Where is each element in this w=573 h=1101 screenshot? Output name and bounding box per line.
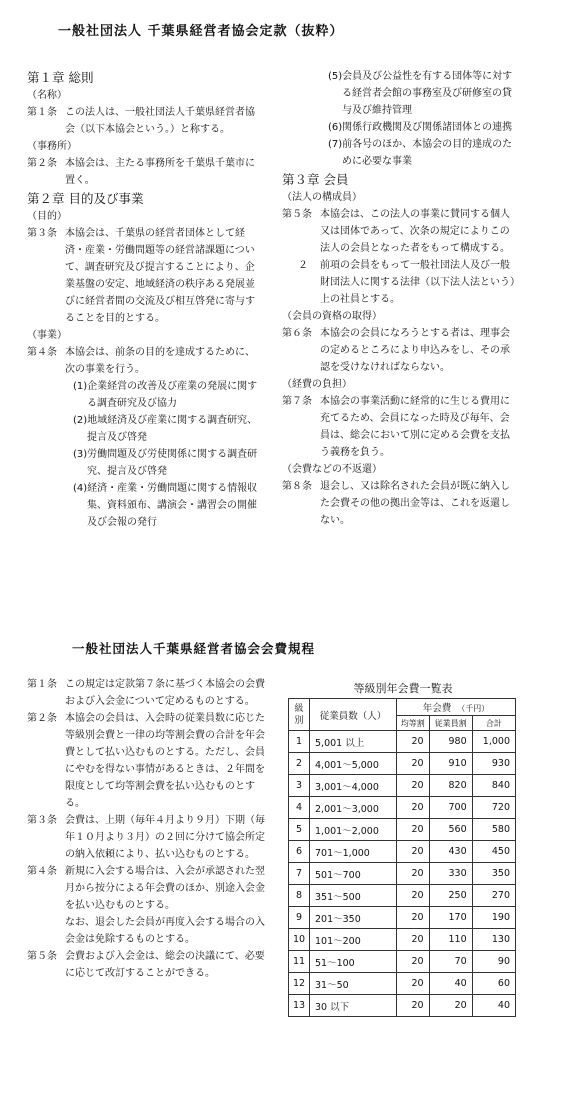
article-item: (6)関係行政機関及び関係諸団体との連携 (328, 122, 513, 133)
article-item: (1)企業経営の改善及び産業の発展に関する調査研究及び協力 (73, 381, 258, 409)
table-cell: 40 (429, 973, 472, 995)
table-cell: 270 (472, 885, 515, 907)
chapter-heading: 第２章 目的及び事業 (27, 191, 144, 206)
section-caption: （事業） (27, 330, 67, 341)
table-cell: 910 (429, 753, 472, 775)
table-cell: 5,001 以上 (310, 731, 397, 753)
table-cell: 2 (289, 753, 310, 775)
article (27, 948, 267, 982)
table-cell: 20 (397, 995, 430, 1017)
table-cell: 501～700 (310, 863, 397, 885)
table-cell: 201～350 (310, 907, 397, 929)
table-cell: 4 (289, 797, 310, 819)
articles-right-column (282, 68, 518, 529)
table-cell: 60 (472, 973, 515, 995)
article-paragraph (282, 257, 518, 308)
article-label: ２ (298, 260, 308, 271)
article-label: 第４条 (27, 347, 57, 358)
article-text: この法人は、一般社団法人千葉県経営者協会（以下本協会という。）と称する。 (65, 107, 255, 135)
article-text: 退会し、又は除名された会員が既に納入した会費その他の拠出金等は、これを返還しない。 (320, 481, 510, 526)
article (27, 676, 267, 710)
article (27, 344, 259, 378)
article-text: 新規に入会する場合は、入会が承認された翌月から按分による年会費のほか、別途入会金を払い込むものとする。 (65, 866, 265, 911)
table-row (289, 951, 516, 973)
table-cell: 170 (429, 907, 472, 929)
article-text: 前項の会員をもって一般社団法人及び一般財団法人に関する法律（以下法人法という）上の社員とする。 (320, 260, 515, 305)
section-caption: （経費の負担） (282, 379, 352, 390)
table-cell: 1,000 (472, 731, 515, 753)
article-text: この規定は定款第７条に基づく本協会の会費および入会金について定めるものとする。 (65, 679, 265, 707)
table-cell: 2,001～3,000 (310, 797, 397, 819)
table-cell: 130 (472, 929, 515, 951)
article-item: (4)経済・産業・労働問題に関する情報収集、資料頒布、講演会・講習会の開催及び会報の発行 (73, 483, 258, 528)
table-cell: 840 (472, 775, 515, 797)
table-cell: 1,001～2,000 (310, 819, 397, 841)
table-cell: 110 (429, 929, 472, 951)
table-cell: 190 (472, 907, 515, 929)
article (27, 104, 259, 138)
table-cell: 20 (397, 841, 430, 863)
article-label: 第２条 (27, 158, 57, 169)
table-cell: 20 (397, 973, 430, 995)
article (27, 155, 259, 189)
table-row (289, 863, 516, 885)
table-cell: 350 (472, 863, 515, 885)
article (282, 393, 518, 461)
table-cell: 8 (289, 885, 310, 907)
table-cell: 20 (397, 885, 430, 907)
table-cell: 20 (397, 907, 430, 929)
table-cell: 930 (472, 753, 515, 775)
table-row (289, 797, 516, 819)
article (27, 812, 267, 863)
article-text: 本協会の事業活動に経常的に生じる費用に充てるため、会員になった時及び毎年、会員は、総会において別に定める会費を支払う義務を負う。 (320, 396, 510, 458)
table-row (289, 995, 516, 1017)
article-text: 本協会は、主たる事務所を千葉県千葉市に置く。 (65, 158, 255, 186)
article-label: 第５条 (27, 951, 57, 962)
article-text: 会費および入会金は、総会の決議にて、必要に応じて改訂することができる。 (65, 951, 265, 979)
table-row (289, 841, 516, 863)
table-cell: 351～500 (310, 885, 397, 907)
table-row (289, 973, 516, 995)
table-row (289, 885, 516, 907)
table-cell: 430 (429, 841, 472, 863)
article-text: 会費は、上期（毎年４月より９月）下期（毎年１０月より３月）の２回に分けて協会所定の納入依頼により、払い込むものとする。 (65, 815, 265, 860)
table-cell: 4,001～5,000 (310, 753, 397, 775)
table-cell: 90 (472, 951, 515, 973)
table-cell: 701～1,000 (310, 841, 397, 863)
grade-header: 級別 (289, 699, 310, 731)
chapter-heading: 第３章 会員 (282, 172, 349, 187)
table-cell: 980 (429, 731, 472, 753)
table-cell: 20 (397, 775, 430, 797)
section-caption: （法人の構成員） (282, 192, 362, 203)
article (27, 863, 267, 914)
section-caption: （目的） (27, 211, 67, 222)
table-cell: 5 (289, 819, 310, 841)
fee-header: 年会費 （千円） (397, 699, 516, 716)
article (282, 478, 518, 529)
article-label: 第１条 (27, 107, 57, 118)
fee-rules-column (27, 676, 267, 982)
article-item: (7)前各号のほか、本協会の目的達成のために必要な事業 (328, 139, 513, 167)
article-item: (3)労働問題及び労使関係に関する調査研究、提言及び啓発 (73, 449, 258, 477)
table-cell: 11 (289, 951, 310, 973)
table-cell: 20 (397, 951, 430, 973)
article-label: 第５条 (282, 209, 312, 220)
article-text: 本協会は、千葉県の経営者団体として経済・産業・労働問題等の経営諸課題について、調査研究及び提言することにより、企業基盤の安定、地域経済の秩序ある発展並びに経営者間の交流及び相互啓発に寄与することを目的とする。 (65, 228, 255, 324)
article (27, 710, 267, 812)
table-cell: 720 (472, 797, 515, 819)
article-label: 第７条 (282, 396, 312, 407)
table-cell: 70 (429, 951, 472, 973)
table-cell: 12 (289, 973, 310, 995)
table-cell: 330 (429, 863, 472, 885)
section-caption: （事務所） (27, 141, 77, 152)
table-cell: 101～200 (310, 929, 397, 951)
table-cell: 560 (429, 819, 472, 841)
article-text: 本協会は、前条の目的を達成するために、次の事業を行う。 (65, 347, 255, 375)
table-cell: 20 (429, 995, 472, 1017)
article-text: 本協会の会員は、入会時の従業員数に応じた等級別会費と一律の均等割会費の合計を年会費として払い込むものとする。ただし、会員にやむを得ない事情があるときは、２年間を限度として均等割会費を払い込むものとする。 (65, 713, 265, 809)
table-row (289, 775, 516, 797)
articles-left-column (27, 68, 259, 531)
article-label: 第３条 (27, 228, 57, 239)
article-label: 第１条 (27, 679, 57, 690)
article-text: 本協会の会員になろうとする者は、理事会の定めるところにより申込みをし、その承認を受けなければならない。 (320, 328, 510, 373)
table-cell: 31～50 (310, 973, 397, 995)
table-cell: 7 (289, 863, 310, 885)
table-row (289, 929, 516, 951)
article-continuation: なお、退会した会員が再度入会する場合の入会金は免除するものとする。 (65, 917, 265, 945)
table-cell: 51～100 (310, 951, 397, 973)
table-cell: 450 (472, 841, 515, 863)
article-text: 本協会は、この法人の事業に賛同する個人又は団体であって、次条の規定によりこの法人の会員となった者をもって構成する。 (320, 209, 510, 254)
table-cell: 6 (289, 841, 310, 863)
article-label: 第４条 (27, 866, 57, 877)
equal-share-header: 均等割 (397, 716, 430, 731)
article (27, 225, 259, 327)
table-cell: 20 (397, 797, 430, 819)
table-cell: 10 (289, 929, 310, 951)
article-label: 第６条 (282, 328, 312, 339)
section-caption: （名称） (27, 90, 67, 101)
table-cell: 20 (397, 731, 430, 753)
table-cell: 250 (429, 885, 472, 907)
articles-title: 一般社団法人 千葉県経営者協会定款（抜粋） (58, 24, 344, 39)
article-label: 第２条 (27, 713, 57, 724)
table-cell: 1 (289, 731, 310, 753)
table-row (289, 819, 516, 841)
article-label: 第８条 (282, 481, 312, 492)
table-cell: 820 (429, 775, 472, 797)
table-cell: 9 (289, 907, 310, 929)
table-row (289, 753, 516, 775)
article (282, 206, 518, 257)
article-item: (5)会員及び公益性を有する団体等に対する経営者会館の事務室及び研修室の貸与及び維持管理 (328, 71, 513, 116)
fee-table-title: 等級別年会費一覧表 (353, 682, 453, 695)
employees-header: 従業員数（人） (310, 699, 397, 731)
employee-share-header: 従業員割 (429, 716, 472, 731)
total-header: 合計 (472, 716, 515, 731)
table-cell: 700 (429, 797, 472, 819)
article (282, 325, 518, 376)
table-cell: 20 (397, 863, 430, 885)
table-cell: 20 (397, 929, 430, 951)
article-item: (2)地域経済及び産業に関する調査研究、提言及び啓発 (73, 415, 258, 443)
table-cell: 3 (289, 775, 310, 797)
article-label: 第３条 (27, 815, 57, 826)
table-row (289, 907, 516, 929)
section-caption: （会費などの不返還） (282, 464, 382, 475)
section-caption: （会員の資格の取得） (282, 311, 382, 322)
table-cell: 580 (472, 819, 515, 841)
fee-rules-title: 一般社団法人千葉県経営者協会会費規程 (72, 641, 316, 656)
table-cell: 3,001～4,000 (310, 775, 397, 797)
fee-table (288, 698, 516, 1017)
table-row (289, 731, 516, 753)
table-cell: 20 (397, 753, 430, 775)
chapter-heading: 第１章 総則 (27, 70, 94, 85)
table-cell: 30 以下 (310, 995, 397, 1017)
table-cell: 20 (397, 819, 430, 841)
table-cell: 13 (289, 995, 310, 1017)
table-cell: 40 (472, 995, 515, 1017)
